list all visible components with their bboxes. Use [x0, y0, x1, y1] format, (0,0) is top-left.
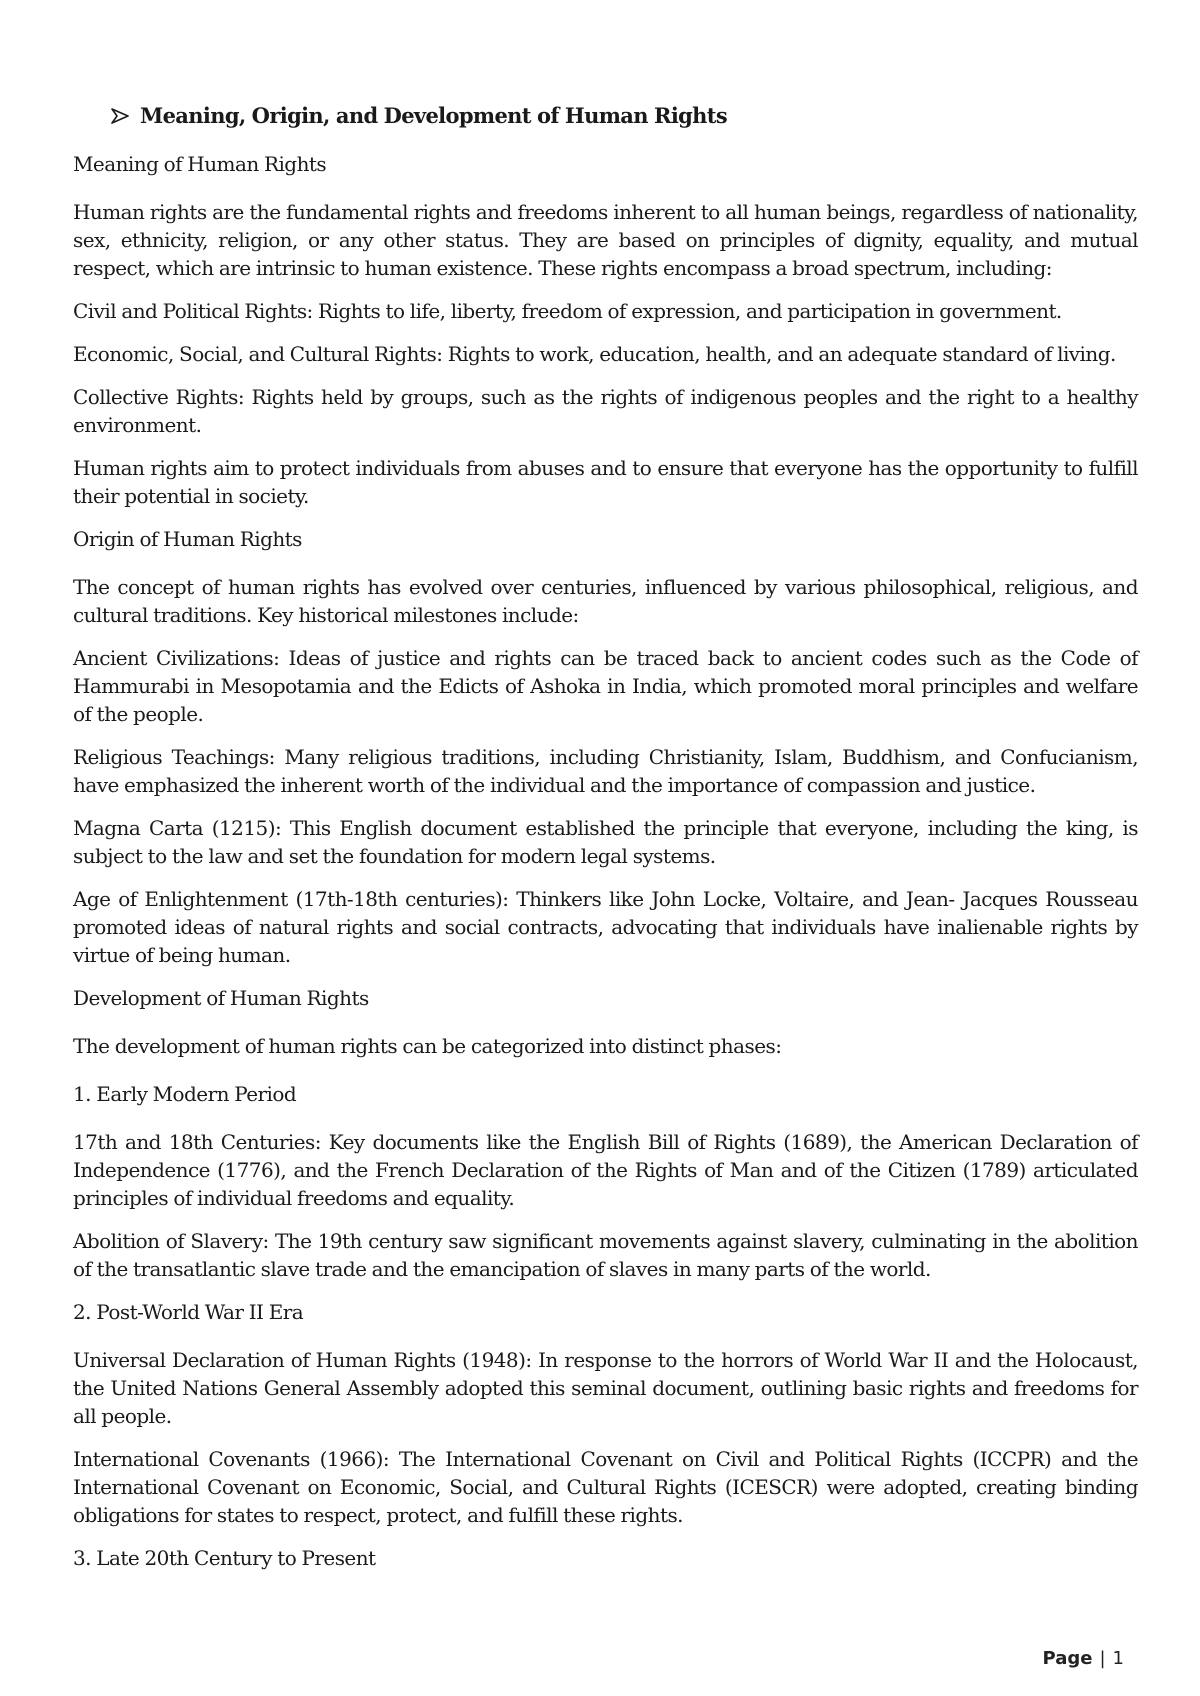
page-footer [1043, 1648, 1124, 1669]
title-row [110, 102, 1138, 130]
paragraph: Ancient Civilizations: Ideas of justice and rights can be traced back to ancient codes such as the Code of Hammurabi in Mesopotamia and the Edicts of Ashoka in India, which promoted moral principles and welfare of the people. [73, 646, 1138, 726]
paragraph: The concept of human rights has evolved over centuries, influenced by various philosophical, religious, and cultural traditions. Key historical milestones include: [73, 575, 1138, 627]
paragraph: International Covenants (1966): The International Covenant on Civil and Political Rights (ICCPR) and the International Covenant on Economic, Social, and Cultural Rights (ICESCR) were adopted, creating binding obligations for states to respect, protect, and fulfill these rights. [73, 1447, 1138, 1527]
section-heading: 3. Late 20th Century to Present [73, 1546, 376, 1570]
section-heading: The development of human rights can be categorized into distinct phases: [73, 1034, 782, 1058]
page-number: 1 [1112, 1648, 1124, 1669]
section-heading: Development of Human Rights [73, 986, 369, 1010]
paragraph: Age of Enlightenment (17th-18th centuries): Thinkers like John Locke, Voltaire, and Jean- Jacques Rousseau promoted ideas of natural rights and social contracts, advocating that individuals have inalienable rights by virtue of being human. [73, 887, 1138, 967]
paragraph: Religious Teachings: Many religious traditions, including Christianity, Islam, Buddhism, and Confucianism, have emphasized the inherent worth of the individual and the importance of compassion and justice. [73, 745, 1138, 797]
section-heading: Meaning of Human Rights [73, 152, 327, 176]
page-separator: | [1099, 1648, 1106, 1669]
paragraph: Collective Rights: Rights held by groups, such as the rights of indigenous peoples and the right to a healthy environment. [73, 385, 1138, 437]
paragraph: Magna Carta (1215): This English document established the principle that everyone, including the king, is subject to the law and set the foundation for modern legal systems. [73, 816, 1138, 868]
paragraph: Human rights are the fundamental rights and freedoms inherent to all human beings, regardless of nationality, sex, ethnicity, religion, or any other status. They are based on principles of dignity, equality, and mutual respect, which are intrinsic to human existence. These rights encompass a broad spectrum, including: [73, 200, 1138, 280]
paragraph: Universal Declaration of Human Rights (1948): In response to the horrors of World War II and the Holocaust, the United Nations General Assembly adopted this seminal document, outlining basic rights and freedoms for all people. [73, 1348, 1138, 1428]
section-heading: 1. Early Modern Period [73, 1082, 297, 1106]
sections-container [73, 150, 1138, 1572]
paragraph: 17th and 18th Centuries: Key documents like the English Bill of Rights (1689), the American Declaration of Independence (1776), and the French Declaration of the Rights of Man and of the Citizen (1789) articulated principles of individual freedoms and equality. [73, 1130, 1138, 1210]
document-body [73, 102, 1138, 1592]
section-heading: Origin of Human Rights [73, 527, 302, 551]
paragraph: Abolition of Slavery: The 19th century saw significant movements against slavery, culminating in the abolition of the transatlantic slave trade and the emancipation of slaves in many parts of the world. [73, 1229, 1138, 1281]
document-title: Meaning, Origin, and Development of Human Rights [140, 103, 728, 128]
paragraph: Human rights aim to protect individuals from abuses and to ensure that everyone has the opportunity to fulfill their potential in society. [73, 456, 1138, 508]
paragraph: Civil and Political Rights: Rights to life, liberty, freedom of expression, and participation in government. [73, 299, 1062, 323]
paragraph: Economic, Social, and Cultural Rights: Rights to work, education, health, and an adequate standard of living. [73, 342, 1116, 366]
section-heading: 2. Post-World War II Era [73, 1300, 304, 1324]
arrowhead-bullet-icon [110, 106, 130, 126]
page-label: Page [1042, 1648, 1093, 1669]
